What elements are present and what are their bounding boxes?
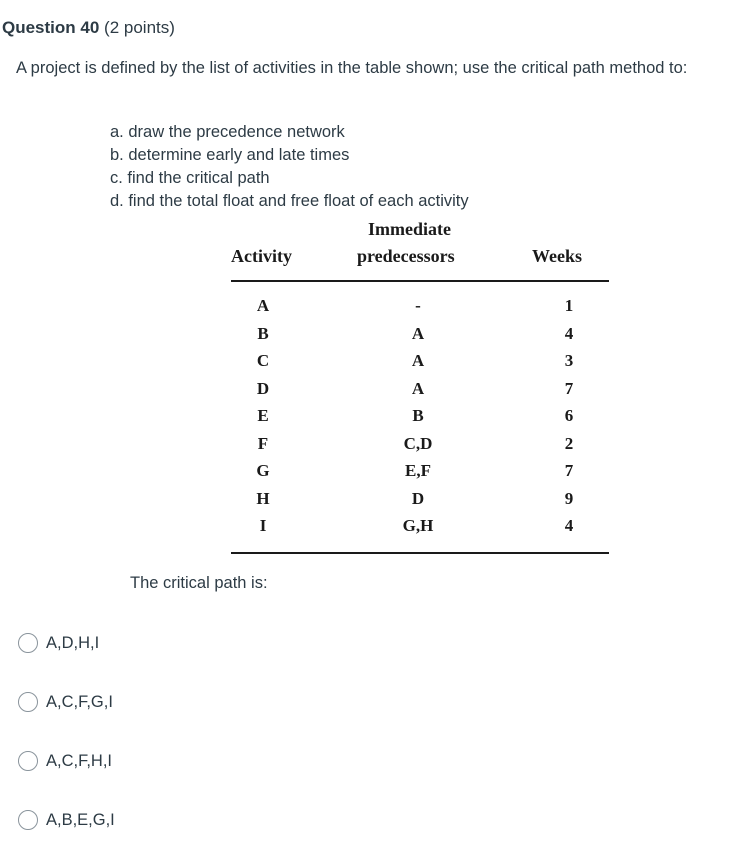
header-predecessors-line2: predecessors — [357, 246, 455, 266]
bottom-rule — [231, 552, 609, 554]
table-cell-predecessors: G,H — [402, 516, 434, 535]
table-cell-predecessors: C,D — [403, 433, 433, 453]
header-predecessors-line1: Immediate — [368, 219, 451, 239]
table-cell-weeks: 4 — [564, 516, 574, 535]
step-d: d. find the total float and free float of each activity — [110, 192, 469, 210]
table-cell-weeks: 3 — [564, 351, 574, 370]
option-3[interactable] — [18, 751, 112, 771]
table-cell-predecessors: A — [411, 378, 425, 398]
option-1[interactable] — [18, 633, 99, 653]
table-cell-activity: E — [257, 406, 269, 425]
table-cell-weeks: 7 — [564, 378, 574, 398]
step-a: a. draw the precedence network — [110, 123, 345, 141]
option-label: A,B,E,G,I — [46, 810, 115, 829]
question-header — [2, 18, 175, 38]
table-cell-weeks: 1 — [564, 296, 574, 315]
table-cell-predecessors: - — [415, 296, 421, 315]
radio-button[interactable] — [18, 810, 38, 830]
table-cell-weeks: 9 — [564, 488, 574, 508]
header-activity: Activity — [231, 246, 292, 266]
question-title: Question 40 — [2, 18, 100, 37]
table-cell-predecessors: A — [411, 351, 425, 370]
table-cell-predecessors: A — [411, 323, 425, 343]
option-4[interactable] — [18, 810, 115, 830]
option-2[interactable] — [18, 692, 113, 712]
table-cell-weeks: 4 — [564, 323, 574, 343]
table-cell-activity: C — [256, 351, 270, 370]
table-cell-activity: B — [257, 323, 269, 343]
question-steps — [110, 121, 469, 213]
header-rule — [231, 280, 609, 282]
option-label: A,C,F,G,I — [46, 692, 113, 711]
table-cell-activity: H — [256, 488, 270, 508]
question-points: (2 points) — [104, 18, 175, 37]
radio-button[interactable] — [18, 633, 38, 653]
table-cell-weeks: 2 — [564, 433, 574, 453]
table-cell-predecessors: D — [411, 488, 425, 508]
question-text: A project is defined by the list of activities in the table shown; use the critical path method to: — [16, 59, 688, 77]
table-cell-weeks: 6 — [564, 406, 574, 425]
table-cell-activity: F — [257, 433, 269, 453]
activity-table — [225, 218, 611, 558]
option-label: A,C,F,H,I — [46, 751, 113, 770]
radio-button[interactable] — [18, 692, 38, 712]
header-weeks: Weeks — [532, 246, 583, 266]
table-cell-predecessors: B — [412, 406, 424, 425]
table-cell-activity: G — [256, 461, 270, 480]
radio-button[interactable] — [18, 751, 38, 771]
critical-path-prompt: The critical path is: — [130, 574, 268, 592]
table-cell-activity: I — [259, 516, 267, 535]
step-c: c. find the critical path — [110, 169, 270, 187]
step-b: b. determine early and late times — [110, 146, 350, 164]
table-cell-predecessors: E,F — [405, 461, 431, 480]
table-cell-activity: D — [256, 378, 270, 398]
table-cell-weeks: 7 — [564, 461, 574, 480]
table-cell-activity: A — [256, 296, 270, 315]
option-label: A,D,H,I — [46, 633, 100, 652]
